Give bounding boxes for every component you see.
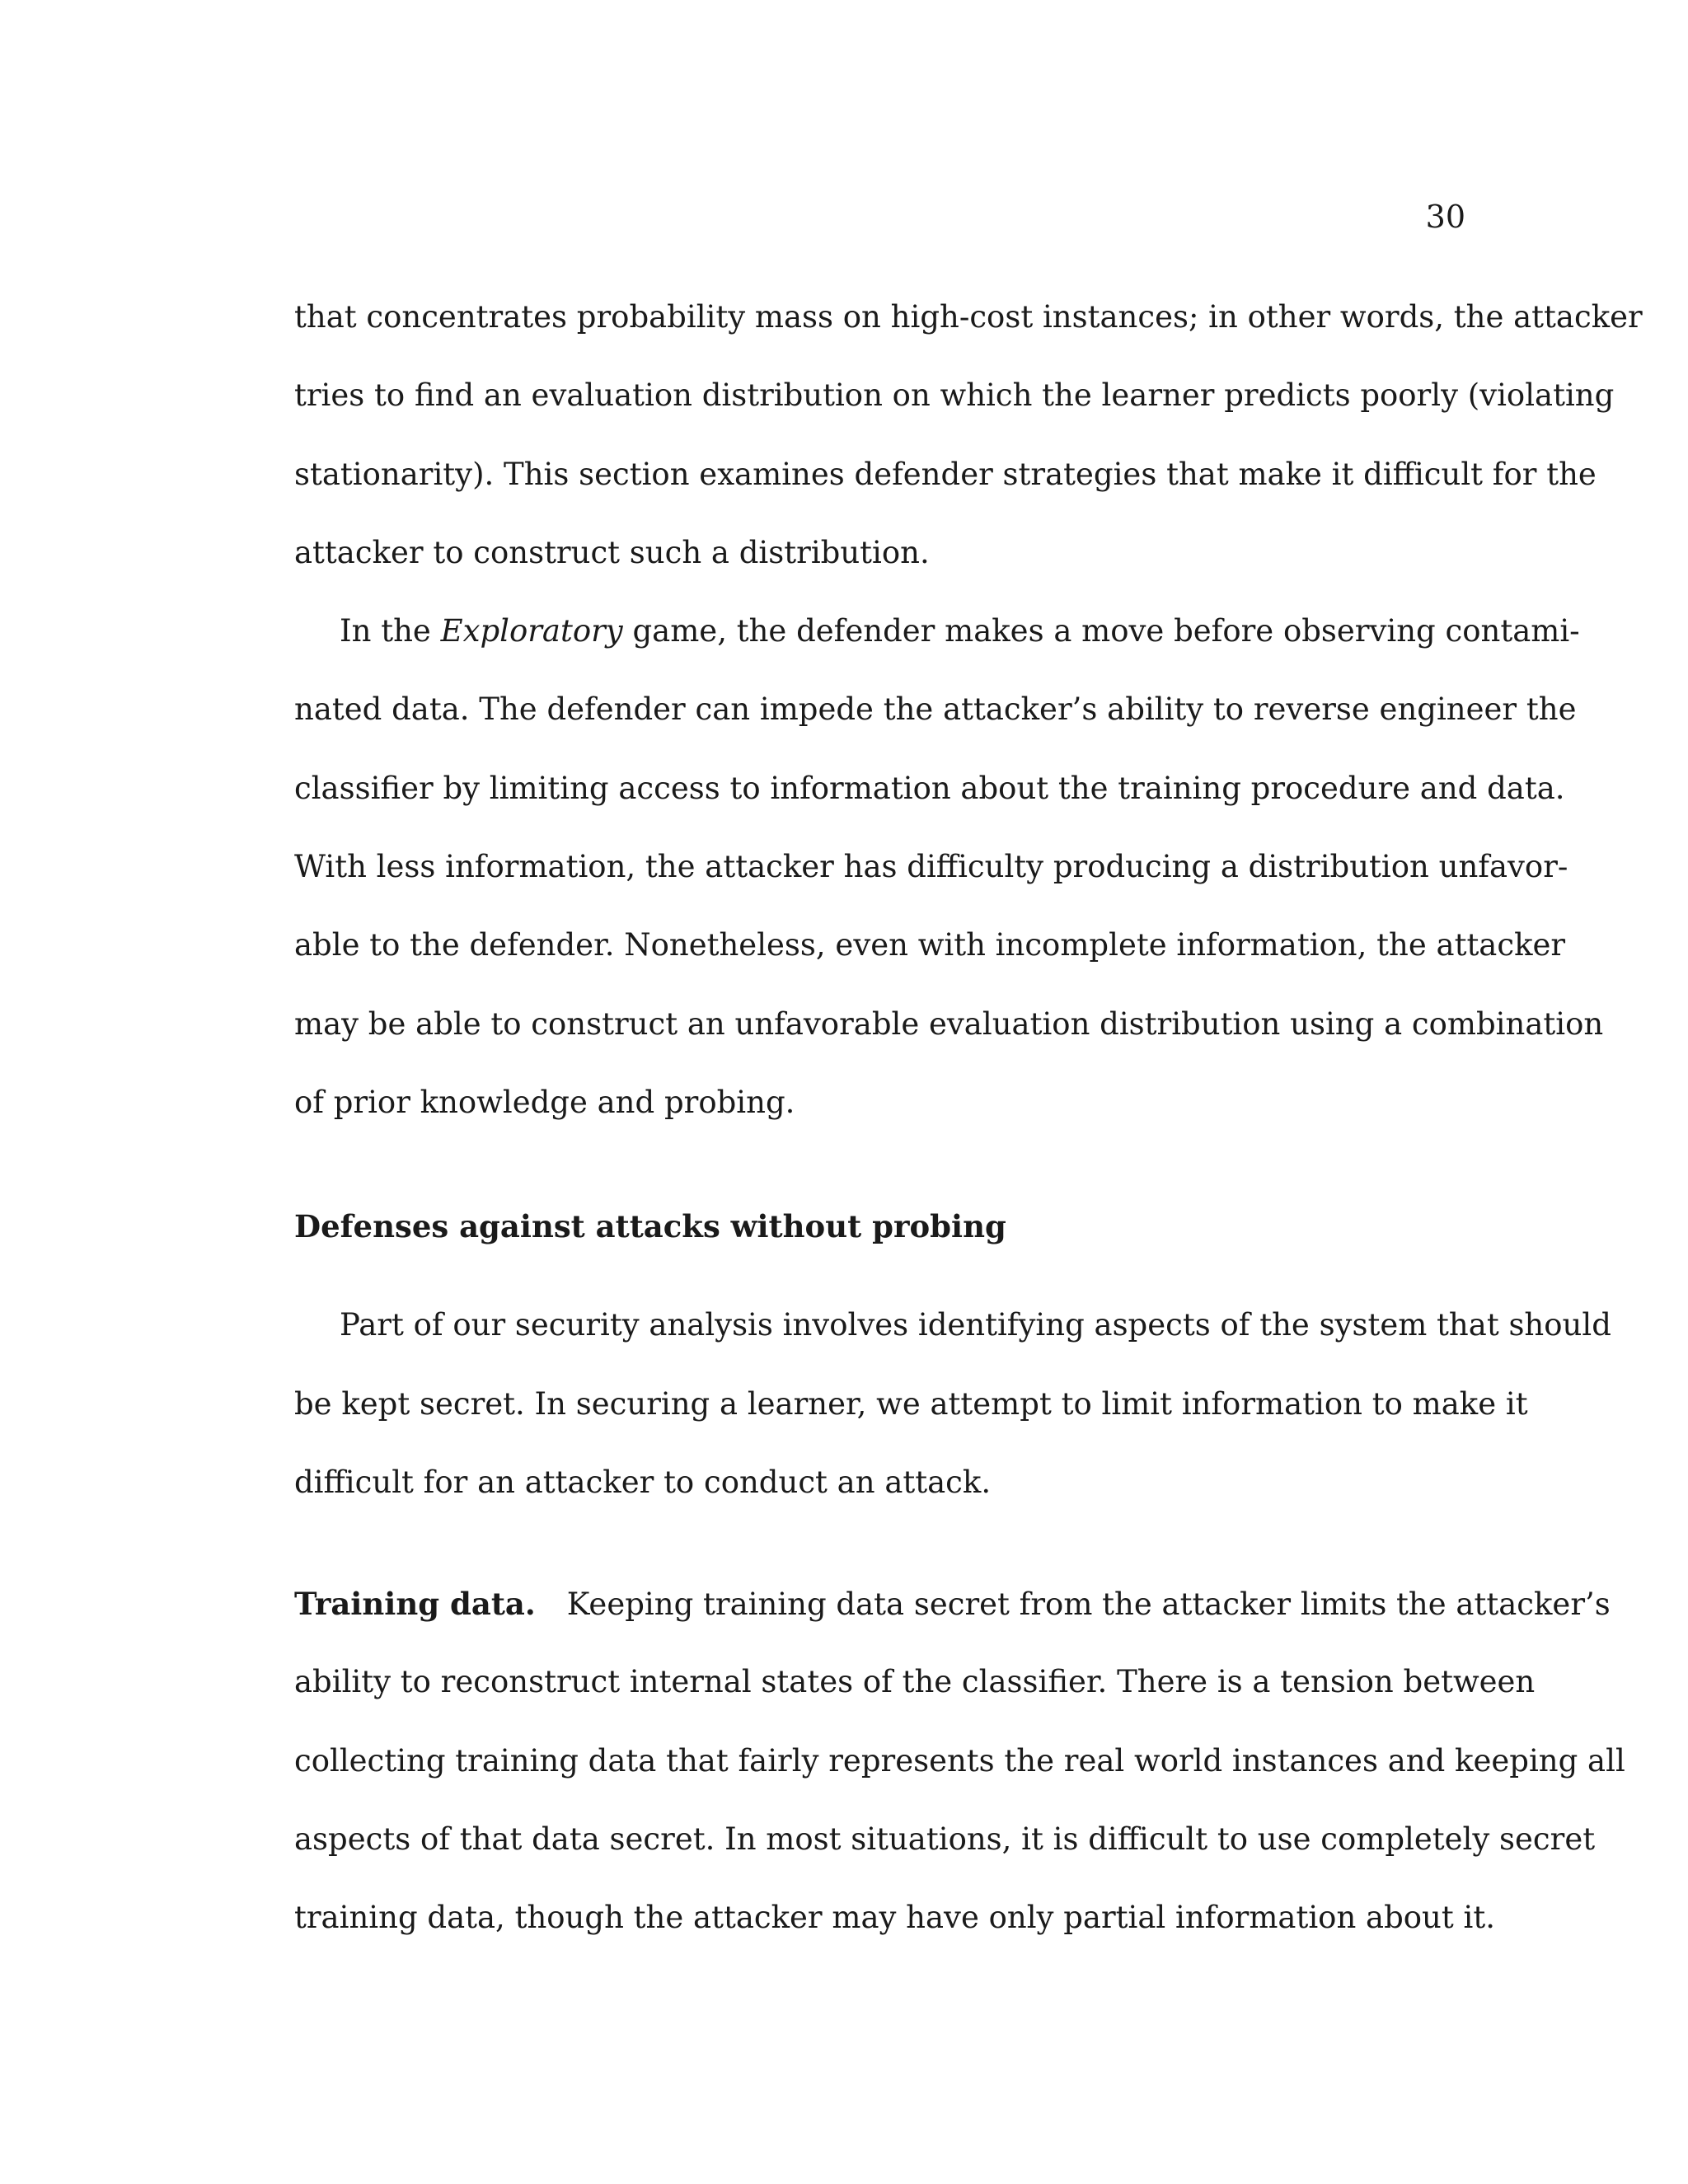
paragraph-spacer: [294, 1540, 1470, 1583]
text-line: ability to reconstruct internal states of the classifier. There is a tension between: [294, 1664, 1536, 1700]
text-line: of prior knowledge and probing.: [294, 1084, 795, 1120]
paragraph-training-data: [294, 1583, 1625, 1975]
paragraph-security-analysis: [294, 1305, 1611, 1540]
section-heading: Defenses against attacks without probing: [294, 1208, 1006, 1245]
text-line: aspects of that data secret. In most situations, it is difficult to use completely secret: [294, 1821, 1596, 1858]
text-line: classifier by limiting access to information about the training procedure and data.: [294, 770, 1565, 806]
text-fragment: In the: [340, 613, 441, 649]
text-line: Part of our security analysis involves identifying aspects of the system that should: [340, 1307, 1611, 1343]
text-line: nated data. The defender can impede the attacker’s ability to reverse engineer the: [294, 691, 1577, 728]
text-line: training data, though the attacker may have only partial information about it.: [294, 1900, 1495, 1936]
text-line: difficult for an attacker to conduct an attack.: [294, 1464, 992, 1500]
text-line: tries to find an evaluation distribution on which the learner predicts poorly (violating: [294, 377, 1615, 414]
text-line: With less information, the attacker has difficulty producing a distribution unfavor-: [294, 849, 1568, 885]
text-line: attacker to construct such a distribution.: [294, 534, 930, 570]
text-line: may be able to construct an unfavorable evaluation distribution using a combination: [294, 1005, 1604, 1042]
inline-heading: Training data.: [294, 1586, 536, 1623]
text-line: collecting training data that fairly represents the real world instances and keeping all: [294, 1742, 1625, 1779]
text-fragment: game, the defender makes a move before observing contami-: [622, 613, 1580, 649]
paragraph-exploratory-game: [294, 611, 1604, 1160]
text-line: able to the defender. Nonetheless, even with incomplete information, the attacker: [294, 927, 1566, 963]
text-fragment: Keeping training data secret from the attacker limits the attacker’s: [566, 1586, 1611, 1623]
page-body: [294, 297, 1643, 1976]
text-line: [294, 1583, 1611, 1661]
text-line: be kept secret. In securing a learner, we attempt to limit information to make it: [294, 1385, 1528, 1422]
text-line: [294, 611, 1580, 689]
page-number: 30: [1425, 199, 1465, 235]
paragraph-continuation: [294, 297, 1643, 611]
emphasis-exploratory: Exploratory: [440, 613, 623, 649]
text-line: stationarity). This section examines defender strategies that make it difficult for the: [294, 456, 1597, 492]
text-line: that concentrates probability mass on high-cost instances; in other words, the attacker: [294, 299, 1643, 335]
